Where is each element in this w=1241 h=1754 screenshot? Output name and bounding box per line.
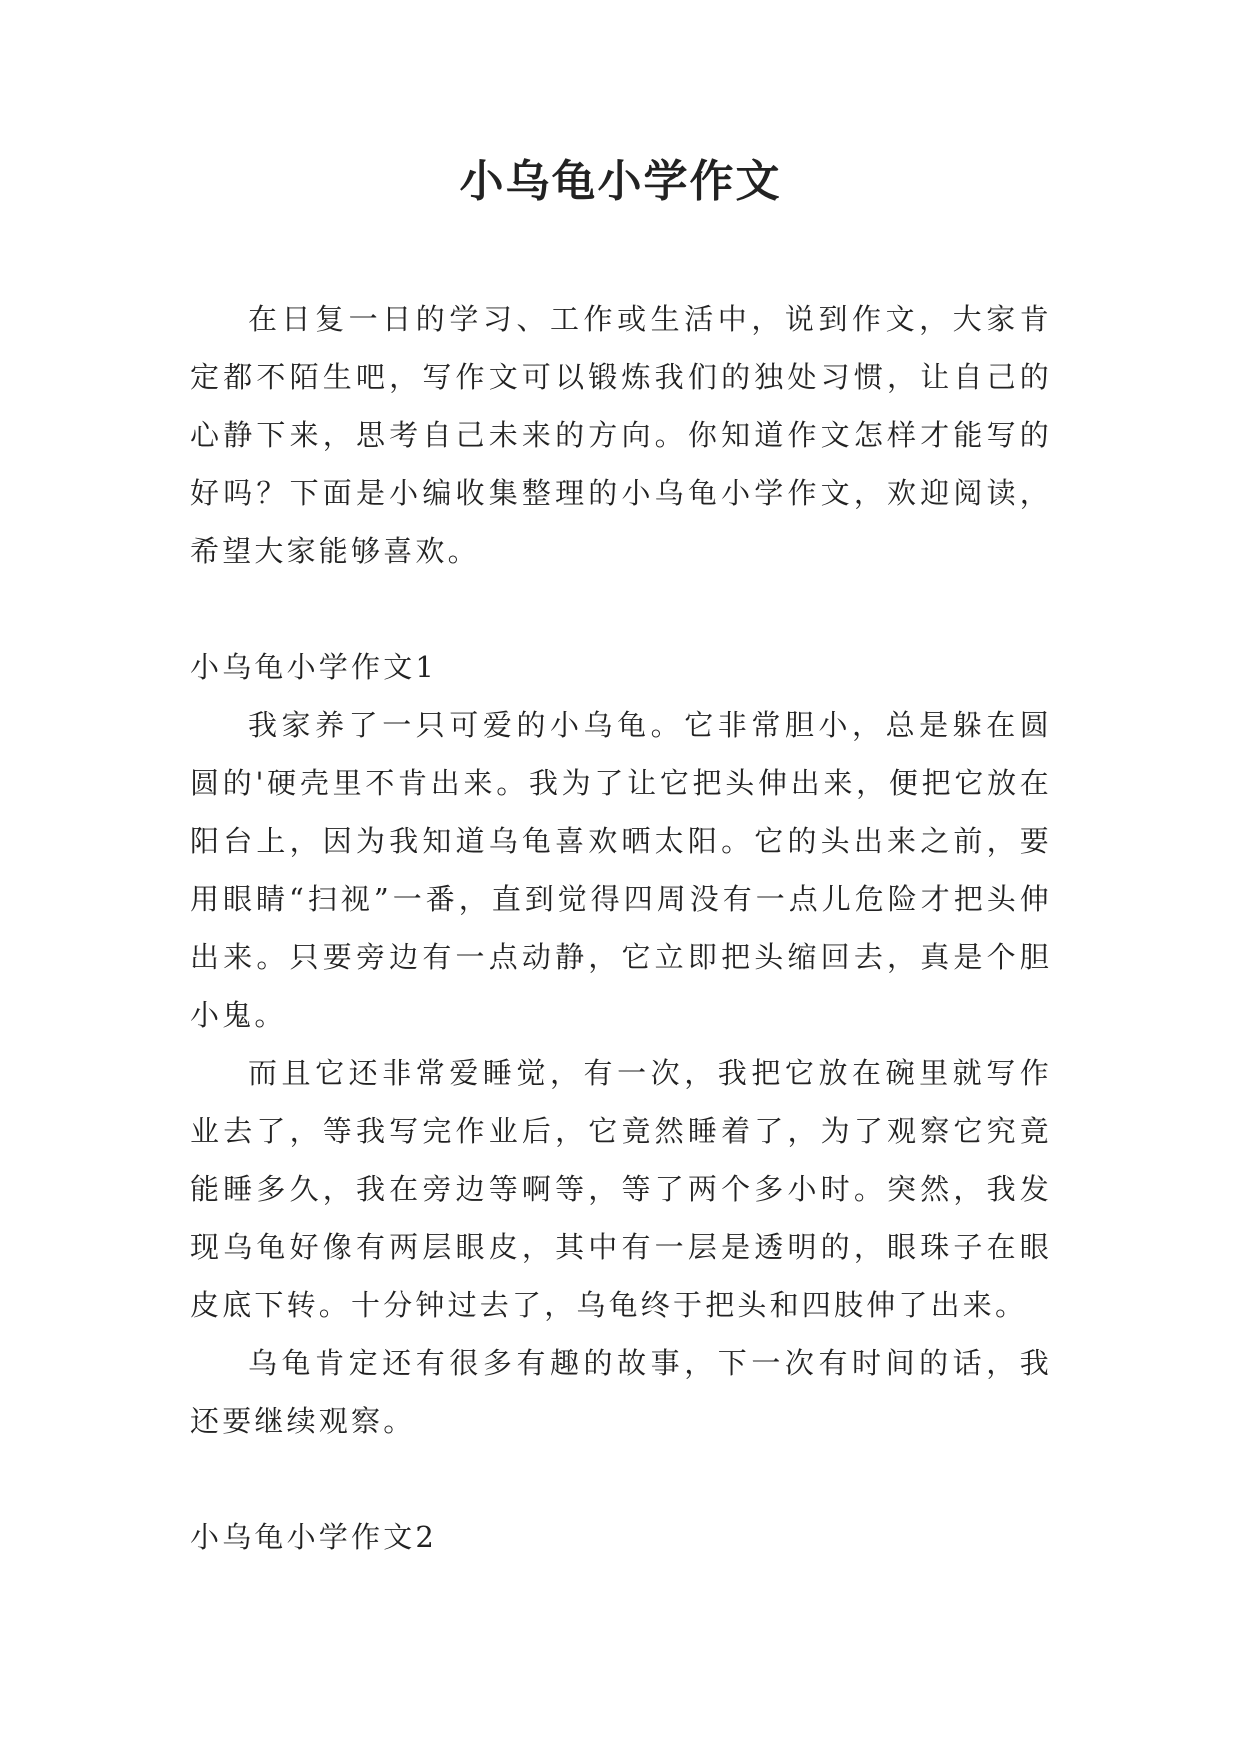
document-body xyxy=(190,290,1052,1566)
spacer xyxy=(190,580,1052,638)
section-heading-2: 小乌龟小学作文2 xyxy=(190,1520,438,1554)
spacer xyxy=(190,1450,1052,1508)
section-1-paragraph-3: 乌龟肯定还有很多有趣的故事，下一次有时间的话，我还要继续观察。 xyxy=(190,1346,1052,1438)
document-title: 小乌龟小学作文 xyxy=(459,156,782,207)
intro-paragraph: 在日复一日的学习、工作或生活中，说到作文，大家肯定都不陌生吧，写作文可以锻炼我们的独处习惯，让自己的心静下来，思考自己未来的方向。你知道作文怎样才能写的好吗？下面是小编收集整理的小乌龟小学作文，欢迎阅读，希望大家能够喜欢。 xyxy=(190,302,1052,568)
section-1-paragraph-1: 我家养了一只可爱的小乌龟。它非常胆小，总是躲在圆圆的'硬壳里不肯出来。我为了让它把头伸出来，便把它放在阳台上，因为我知道乌龟喜欢晒太阳。它的头出来之前，要用眼睛“扫视”一番，直到觉得四周没有一点儿危险才把头伸出来。只要旁边有一点动静，它立即把头缩回去，真是个胆小鬼。 xyxy=(190,708,1052,1032)
section-heading-1: 小乌龟小学作文1 xyxy=(190,650,438,684)
section-1-paragraph-2: 而且它还非常爱睡觉，有一次，我把它放在碗里就写作业去了，等我写完作业后，它竟然睡着了，为了观察它究竟能睡多久，我在旁边等啊等，等了两个多小时。突然，我发现乌龟好像有两层眼皮，其中有一层是透明的，眼珠子在眼皮底下转。十分钟过去了，乌龟终于把头和四肢伸了出来。 xyxy=(190,1056,1052,1322)
